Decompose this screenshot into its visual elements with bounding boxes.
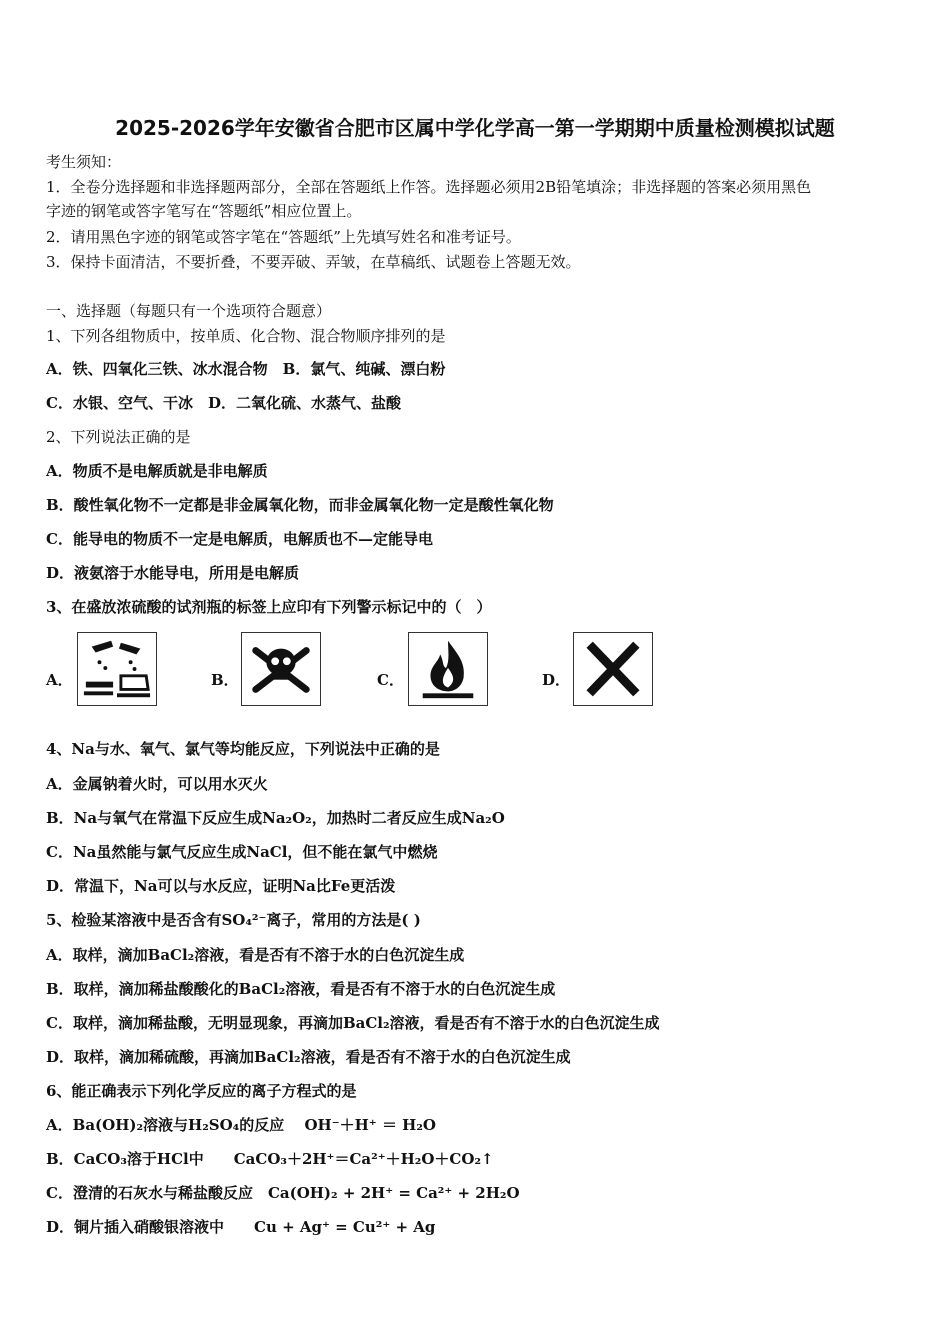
option-line: C．水银、空气、干冰 D．二氧化硫、水蒸气、盐酸 — [46, 394, 401, 412]
option: B．取样，滴加稀盐酸酸化的BaCl₂溶液，看是否有不溶于水的白色沉淀生成 — [46, 980, 556, 998]
flammable-icon — [408, 632, 488, 706]
option: A．金属钠着火时，可以用水灭火 — [46, 775, 268, 793]
notice-line: 字迹的钢笔或答字笔写在“答题纸”相应位置上。 — [46, 202, 362, 220]
option: D．铜片插入硝酸银溶液中 Cu + Ag⁺ = Cu²⁺ + Ag — [46, 1218, 436, 1236]
question-stem: 6、能正确表示下列化学反应的离子方程式的是 — [46, 1082, 357, 1100]
option: D．取样，滴加稀硫酸，再滴加BaCl₂溶液，看是否有不溶于水的白色沉淀生成 — [46, 1048, 571, 1066]
option: C．取样，滴加稀盐酸，无明显现象，再滴加BaCl₂溶液，看是否有不溶于水的白色沉淀生成 — [46, 1014, 660, 1032]
notice-line: 3．保持卡面清洁，不要折叠，不要弄破、弄皱，在草稿纸、试题卷上答题无效。 — [46, 253, 581, 271]
question-stem: 2、下列说法正确的是 — [46, 428, 191, 446]
option: C．澄清的石灰水与稀盐酸反应 Ca(OH)₂ + 2H⁺ = Ca²⁺ + 2H₂O — [46, 1184, 520, 1202]
question-stem: 4、Na与水、氧气、氯气等均能反应，下列说法中正确的是 — [46, 740, 440, 758]
notice-heading: 考生须知： — [46, 153, 122, 171]
option: A．Ba(OH)₂溶液与H₂SO₄的反应 OH⁻＋H⁺ ＝ H₂O — [46, 1116, 436, 1134]
corrosive-icon — [77, 632, 157, 706]
option: B．CaCO₃溶于HCl中 CaCO₃＋2H⁺＝Ca²⁺＋H₂O＋CO₂↑ — [46, 1150, 494, 1168]
toxic-skull-icon — [241, 632, 321, 706]
option: A．物质不是电解质就是非电解质 — [46, 462, 268, 480]
option: C．Na虽然能与氯气反应生成NaCl，但不能在氯气中燃烧 — [46, 843, 438, 861]
option-label: C． — [377, 671, 404, 689]
option-label: D． — [542, 671, 571, 689]
notice-line: 2．请用黑色字迹的钢笔或答字笔在“答题纸”上先填写姓名和准考证号。 — [46, 228, 521, 246]
option-line: A．铁、四氧化三铁、冰水混合物 B．氯气、纯碱、漂白粉 — [46, 360, 446, 378]
option-label: B． — [211, 671, 239, 689]
option: D．常温下，Na可以与水反应，证明Na比Fe更活泼 — [46, 877, 396, 895]
option: A．取样，滴加BaCl₂溶液，看是否有不溶于水的白色沉淀生成 — [46, 946, 465, 964]
option: C．能导电的物质不一定是电解质，电解质也不—定能导电 — [46, 530, 433, 548]
page-title: 2025-2026学年安徽省合肥市区属中学化学高一第一学期期中质量检测模拟试题 — [115, 116, 835, 140]
option: B．Na与氧气在常温下反应生成Na₂O₂，加热时二者反应生成Na₂O — [46, 809, 505, 827]
question-stem: 3、在盛放浓硫酸的试剂瓶的标签上应印有下列警示标记中的（ ） — [46, 598, 492, 616]
option: B．酸性氧化物不一定都是非金属氧化物，而非金属氧化物一定是酸性氧化物 — [46, 496, 554, 514]
notice-line: 1．全卷分选择题和非选择题两部分，全部在答题纸上作答。选择题必须用2B铅笔填涂；非选择题的答案必须用黑色 — [46, 178, 812, 196]
harmful-x-icon — [573, 632, 653, 706]
question-stem: 1、下列各组物质中，按单质、化合物、混合物顺序排列的是 — [46, 327, 446, 345]
option-label: A． — [46, 671, 73, 689]
option: D．液氨溶于水能导电，所用是电解质 — [46, 564, 300, 582]
section-heading: 一、选择题（每题只有一个选项符合题意） — [46, 302, 332, 320]
question-stem: 5、检验某溶液中是否含有SO₄²⁻离子，常用的方法是( ) — [46, 911, 421, 929]
